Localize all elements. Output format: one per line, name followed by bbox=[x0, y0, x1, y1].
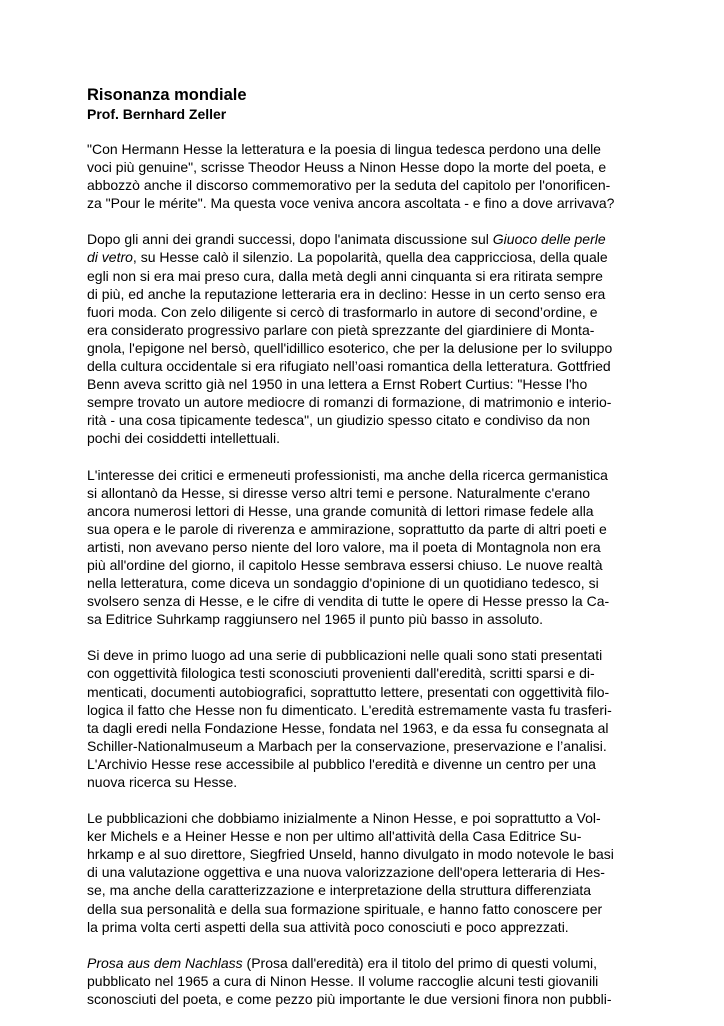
text-line bbox=[87, 954, 647, 972]
text-line bbox=[87, 303, 647, 321]
text-line bbox=[87, 502, 647, 520]
text-line bbox=[87, 375, 647, 393]
text-span: , su Hesse calò il silenzio. La popolarità, quella dea cappricciosa, della quale bbox=[132, 249, 608, 266]
text-span: ker Michels e a Heiner Hesse e non per ultimo all'attività della Casa Editrice Su- bbox=[87, 828, 582, 845]
text-line bbox=[87, 429, 647, 447]
text-line bbox=[87, 881, 647, 899]
text-line bbox=[87, 194, 647, 212]
text-span: za "Pour le mérite". Ma questa voce veniva ancora ascoltata - e fino a dove arrivava? bbox=[87, 195, 615, 212]
document-page bbox=[87, 85, 647, 1026]
page-title: Risonanza mondiale bbox=[87, 86, 247, 104]
paragraph bbox=[87, 809, 647, 936]
text-line bbox=[87, 285, 647, 303]
text-line bbox=[87, 773, 647, 791]
text-span: menticati, documenti autobiografici, soprattutto lettere, presentati con oggettività filo- bbox=[87, 683, 610, 700]
text-line bbox=[87, 267, 647, 285]
text-line bbox=[87, 990, 647, 1008]
text-line bbox=[87, 610, 647, 628]
text-span: nella letteratura, come diceva un sondaggio d'opinione di un quotidiano tedesco, si bbox=[87, 575, 599, 592]
text-line bbox=[87, 755, 647, 773]
text-line bbox=[87, 393, 647, 411]
paragraph bbox=[87, 140, 647, 212]
text-line bbox=[87, 158, 647, 176]
article-body bbox=[87, 140, 647, 1008]
text-line bbox=[87, 339, 647, 357]
text-line bbox=[87, 918, 647, 936]
text-line bbox=[87, 321, 647, 339]
text-span: ancora numerosi lettori di Hesse, una grande comunità di lettori rimase fedele alla bbox=[87, 502, 594, 519]
text-line bbox=[87, 411, 647, 429]
text-span: pubblicato nel 1965 a cura di Ninon Hesse. Il volume raccoglie alcuni testi giovanili bbox=[87, 972, 599, 989]
text-span: della sua personalità e della sua formazione spirituale, e hanno fatto conoscere per bbox=[87, 900, 603, 917]
text-line bbox=[87, 357, 647, 375]
text-line bbox=[87, 701, 647, 719]
text-span: più all'ordine del giorno, il capitolo Hesse sembrava essersi chiuso. Le nuove realtà bbox=[87, 556, 603, 573]
text-span: L'interesse dei critici e ermeneuti professionisti, ma anche della ricerca germanistica bbox=[87, 466, 608, 483]
paragraph bbox=[87, 466, 647, 629]
italic-text: di vetro bbox=[87, 249, 133, 266]
text-span: egli non si era mai preso cura, dalla metà degli anni cinquanta si era ritirata sempre bbox=[87, 267, 603, 284]
text-line bbox=[87, 140, 647, 158]
text-span: (Prosa dall'eredità) era il titolo del primo di questi volumi, bbox=[242, 954, 598, 971]
text-line bbox=[87, 230, 647, 248]
author-byline: Prof. Bernhard Zeller bbox=[87, 106, 227, 122]
text-span: con oggettività filologica testi sconosciuti provenienti dall'eredità, scritti sparsi e di- bbox=[87, 665, 595, 682]
text-line bbox=[87, 845, 647, 863]
text-line bbox=[87, 737, 647, 755]
text-line bbox=[87, 827, 647, 845]
text-line bbox=[87, 176, 647, 194]
text-span: voci più genuine", scrisse Theodor Heuss a Ninon Hesse dopo la morte del poeta, e bbox=[87, 159, 607, 176]
text-span: Dopo gli anni dei grandi successi, dopo l'animata discussione sul bbox=[87, 231, 493, 248]
text-line bbox=[87, 520, 647, 538]
text-span: sa Editrice Suhrkamp raggiunsero nel 1965 il punto più basso in assoluto. bbox=[87, 611, 544, 628]
italic-text: Prosa aus dem Nachlass bbox=[87, 954, 243, 971]
text-span: hrkamp e al suo direttore, Siegfried Unseld, hanno divulgato in modo notevole le basi bbox=[87, 846, 614, 863]
text-span: rità - una cosa tipicamente tedesca", un giudizio spesso citato e condiviso da non bbox=[87, 412, 591, 429]
text-line bbox=[87, 683, 647, 701]
paragraph bbox=[87, 230, 647, 447]
italic-text: Giuoco delle perle bbox=[492, 231, 606, 248]
text-span: se, ma anche della caratterizzazione e interpretazione della struttura differenziata bbox=[87, 882, 592, 899]
text-span: sconosciuti del poeta, e come pezzo più importante le due versioni finora non pubbli- bbox=[87, 990, 612, 1007]
text-line bbox=[87, 972, 647, 990]
text-line bbox=[87, 556, 647, 574]
text-span: ta dagli eredi nella Fondazione Hesse, fondata nel 1963, e da essa fu consegnata al bbox=[87, 719, 609, 736]
text-line bbox=[87, 719, 647, 737]
text-line bbox=[87, 664, 647, 682]
text-line bbox=[87, 484, 647, 502]
text-span: sempre trovato un autore mediocre di romanzi di formazione, di matrimonio e interio- bbox=[87, 394, 612, 411]
text-span: di una valutazione oggettiva e una nuova valorizzazione dell'opera letteraria di Hes- bbox=[87, 864, 605, 881]
text-span: Si deve in primo luogo ad una serie di pubblicazioni nelle quali sono stati presentati bbox=[87, 647, 603, 664]
text-span: pochi dei cosiddetti intellettuali. bbox=[87, 430, 281, 447]
text-span: la prima volta certi aspetti della sua attività poco conosciuti e poco apprezzati. bbox=[87, 918, 569, 935]
text-span: Benn aveva scritto già nel 1950 in una lettera a Ernst Robert Curtius: "Hesse l'ho bbox=[87, 376, 588, 393]
text-span: artisti, non avevano perso niente del loro valore, ma il poeta di Montagnola non era bbox=[87, 538, 601, 555]
text-span: si allontanò da Hesse, si diresse verso altri temi e persone. Naturalmente c'erano bbox=[87, 484, 591, 501]
text-span: sua opera e le parole di riverenza e ammirazione, soprattutto da parte di altri poeti e bbox=[87, 520, 607, 537]
text-span: di più, ed anche la reputazione letteraria era in declino: Hesse in un certo senso era bbox=[87, 285, 606, 302]
text-line bbox=[87, 538, 647, 556]
text-span: fuori moda. Con zelo diligente si cercò di trasformarlo in autore di second’ordine, e bbox=[87, 303, 598, 320]
text-line bbox=[87, 592, 647, 610]
text-span: svolsero senza di Hesse, e le cifre di vendita di tutte le opere di Hesse presso la Ca- bbox=[87, 593, 610, 610]
text-line bbox=[87, 248, 647, 266]
paragraph bbox=[87, 646, 647, 791]
text-span: abbozzò anche il discorso commemorativo per la seduta del capitolo per l'onorificen- bbox=[87, 177, 611, 194]
text-span: L'Archivio Hesse rese accessibile al pubblico l'eredità e divenne un centro per una bbox=[87, 755, 596, 772]
text-line bbox=[87, 574, 647, 592]
text-span: era considerato progressivo parlare con pietà sprezzante del giardiniere di Monta- bbox=[87, 321, 595, 338]
text-span: logica il fatto che Hesse non fu dimenticato. L'eredità estremamente vasta fu trasferi- bbox=[87, 701, 612, 718]
text-span: nuova ricerca su Hesse. bbox=[87, 774, 238, 790]
text-line bbox=[87, 646, 647, 664]
text-span: gnola, l'epigone nel bersò, quell'idillico esoterico, che per la delusione per lo sviluppo bbox=[87, 339, 613, 356]
text-span: della cultura occidentale si era rifugiato nell’oasi romantica della letteratura. Gottfried bbox=[87, 358, 611, 375]
text-line bbox=[87, 900, 647, 918]
text-line bbox=[87, 863, 647, 881]
text-span: Schiller-Nationalmuseum a Marbach per la conservazione, preservazione e l’analisi. bbox=[87, 737, 607, 754]
paragraph bbox=[87, 954, 647, 1008]
text-line bbox=[87, 466, 647, 484]
text-span: Le pubblicazioni che dobbiamo inizialmente a Ninon Hesse, e poi soprattutto a Vol- bbox=[87, 810, 601, 827]
text-span: "Con Hermann Hesse la letteratura e la poesia di lingua tedesca perdono una delle bbox=[87, 141, 601, 157]
text-line bbox=[87, 809, 647, 827]
